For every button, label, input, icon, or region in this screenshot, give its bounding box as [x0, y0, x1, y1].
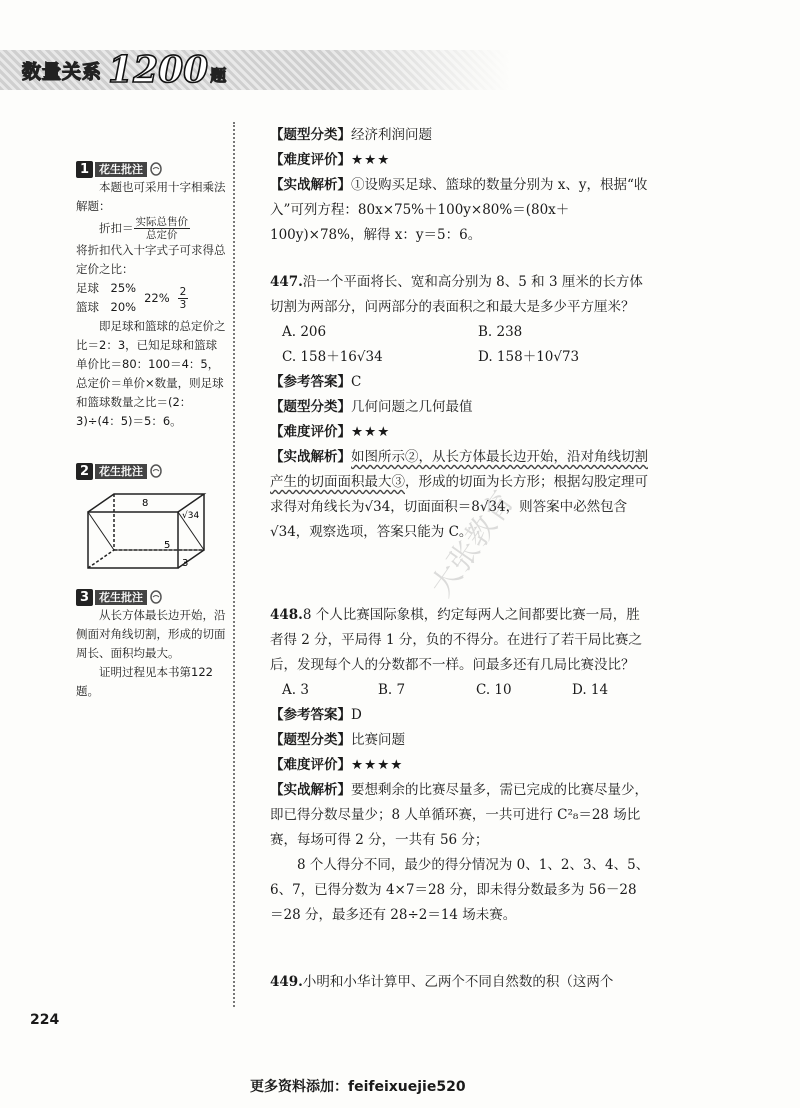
note-2-label: 花生批注 [95, 464, 147, 479]
q448-analysis-2: 8 个人得分不同，最少的得分情况为 0、1、2、3、4、5、6、7，已得分数为 4×7＝28 分，即未得分数最多为 56－28＝28 分，最多还有 28÷2＝14 场未赛。 [270, 857, 650, 923]
discount-fraction [134, 216, 191, 241]
sidebar-note-2 [76, 462, 226, 480]
q447-answer: C [351, 374, 362, 390]
cross-basketball: 篮球 20% [76, 300, 137, 314]
note-3-header [76, 588, 226, 606]
q447-answer-tag: 【参考答案】 [270, 374, 351, 390]
q448-text: 8 个人比赛国际象棋，约定每两人之间都要比赛一局，胜者得 2 分，平局得 1 分，负的不得分。在进行了若干局比赛之后，发现每个人的分数都不一样。问最多还有几局比赛没比？ [270, 607, 642, 673]
q449-text: 小明和小华计算甲、乙两个不同自然数的积（这两个 [302, 974, 614, 990]
q447-analysis-rest: ，形成的切面为长方形；根据勾股定理可求得对角线长为√34，切面面积＝8√34，则答案中必然包含√34，观察选项，答案只能为 C。 [270, 474, 648, 540]
q448-options [270, 678, 650, 703]
q447-analysis-underlined: 如图所示②，从长方体最长边开始，沿对角线切割产生的切面面积最大③ [270, 449, 648, 490]
note-1-text-3: 即足球和篮球的总定价之比＝2：3，已知足球和篮球单价比＝80：100＝4：5，总定价＝单价×数量，则足球和篮球数量之比＝(2：3)÷(4：5)＝5：6。 [76, 319, 226, 428]
note-3-number: 3 [76, 589, 93, 606]
q448-option-b: B. 7 [378, 682, 406, 698]
peanut-icon [149, 162, 163, 176]
q446-type: 经济利润问题 [351, 127, 432, 143]
cross-football: 足球 25% [76, 281, 137, 295]
q448-option-a: A. 3 [282, 682, 309, 698]
footer-text: 更多资料添加：feifeixuejie520 [250, 1079, 466, 1095]
sidebar-note-3 [76, 588, 226, 701]
q447-option-a: A. 206 [282, 324, 327, 340]
q446-stars: ★★★ [351, 152, 391, 168]
q448-type: 比赛问题 [351, 732, 405, 748]
q447-type: 几何问题之几何最值 [351, 399, 473, 415]
cross-ratio-den: 3 [179, 298, 187, 311]
q446-diff-tag: 【难度评价】 [270, 152, 351, 168]
header-title [22, 49, 227, 91]
q447-options-1 [270, 320, 650, 345]
page-number: 224 [30, 1012, 60, 1028]
q447-diff-tag: 【难度评价】 [270, 424, 351, 440]
q446-type-tag: 【题型分类】 [270, 127, 351, 143]
peanut-icon [149, 590, 163, 604]
q448-answer-tag: 【参考答案】 [270, 707, 351, 723]
sidebar-note-1 [76, 160, 226, 431]
discount-label: 折扣＝ [99, 221, 134, 235]
q447-type-tag: 【题型分类】 [270, 399, 351, 415]
note-1-label: 花生批注 [95, 162, 147, 177]
note-1-header [76, 160, 226, 178]
q448-number: 448. [270, 607, 303, 623]
header-title-cn: 数量关系 [22, 61, 103, 83]
fig-label-5: 5 [164, 540, 171, 551]
column-divider [233, 122, 235, 1007]
q448-stars: ★★★★ [351, 757, 404, 773]
cross-ratio-num: 2 [179, 285, 187, 298]
q447-option-c: C. 158＋16√34 [282, 349, 383, 365]
q447-option-b: B. 238 [478, 324, 523, 340]
q447-options-2 [270, 345, 650, 370]
q447-number: 447. [270, 274, 303, 290]
note-1-number: 1 [76, 161, 93, 178]
q448-analysis-tag: 【实战解析】 [270, 782, 351, 798]
q447-analysis-tag: 【实战解析】 [270, 449, 351, 465]
discount-numerator: 实际总售价 [135, 216, 188, 228]
q449-number: 449. [270, 974, 303, 990]
q448-diff-tag: 【难度评价】 [270, 757, 351, 773]
header-title-num: 1200 [108, 49, 209, 91]
q448-type-tag: 【题型分类】 [270, 732, 351, 748]
discount-denominator: 总定价 [146, 229, 178, 241]
note-3-label: 花生批注 [95, 590, 147, 605]
q448-answer: D [351, 707, 362, 723]
q447-stars: ★★★ [351, 424, 391, 440]
q447-option-d: D. 158＋10√73 [478, 349, 580, 365]
header-fade [330, 50, 510, 90]
note-2-header [76, 462, 226, 480]
cuboid-figure [84, 490, 214, 572]
q446-analysis: ①设购买足球、篮球的数量分别为 x、y，根据“收入”可列方程：80x×75%＋100y×80%＝(80x＋100y)×78%，解得 x：y＝5：6。 [270, 177, 648, 243]
note-1-text-1: 本题也可采用十字相乘法解题： [76, 180, 226, 213]
q447-text: 沿一个平面将长、宽和高分别为 8、5 和 3 厘米的长方体切割为两部分，问两部分的表面积之和最大是多少平方厘米？ [270, 274, 643, 315]
header-title-suffix: 题 [210, 66, 227, 85]
q448-option-d: D. 14 [572, 682, 609, 698]
peanut-icon [149, 464, 163, 478]
note-3-text-2: 证明过程见本书第122题。 [76, 665, 213, 698]
q448-analysis-1: 要想剩余的比赛尽量多，需已完成的比赛尽量少，即已得分数尽量少；8 人单循环赛，一共可进行 C²₈＝28 场比赛，每场可得 2 分，一共有 56 分； [270, 782, 648, 848]
q447 [270, 270, 650, 545]
note-1-text-2: 将折扣代入十字式子可求得总定价之比： [76, 243, 226, 276]
watermark: 大张教育 [424, 484, 522, 604]
q449 [270, 970, 650, 995]
fig-label-sqrt34: √34 [182, 511, 200, 521]
q446-tail [270, 123, 650, 248]
cross-ratio [178, 286, 189, 311]
q448-option-c: C. 10 [476, 682, 512, 698]
note-2-number: 2 [76, 463, 93, 480]
fig-label-3: 3 [182, 558, 189, 569]
note-3-text-1: 从长方体最长边开始，沿侧面对角线切割，形成的切面周长、面积均最大。 [76, 608, 226, 660]
fig-label-8: 8 [142, 498, 149, 509]
cross-row [76, 279, 226, 317]
cross-center: 22% [144, 290, 170, 305]
q448 [270, 603, 650, 928]
q446-analysis-tag: 【实战解析】 [270, 177, 351, 193]
discount-formula [76, 216, 226, 241]
